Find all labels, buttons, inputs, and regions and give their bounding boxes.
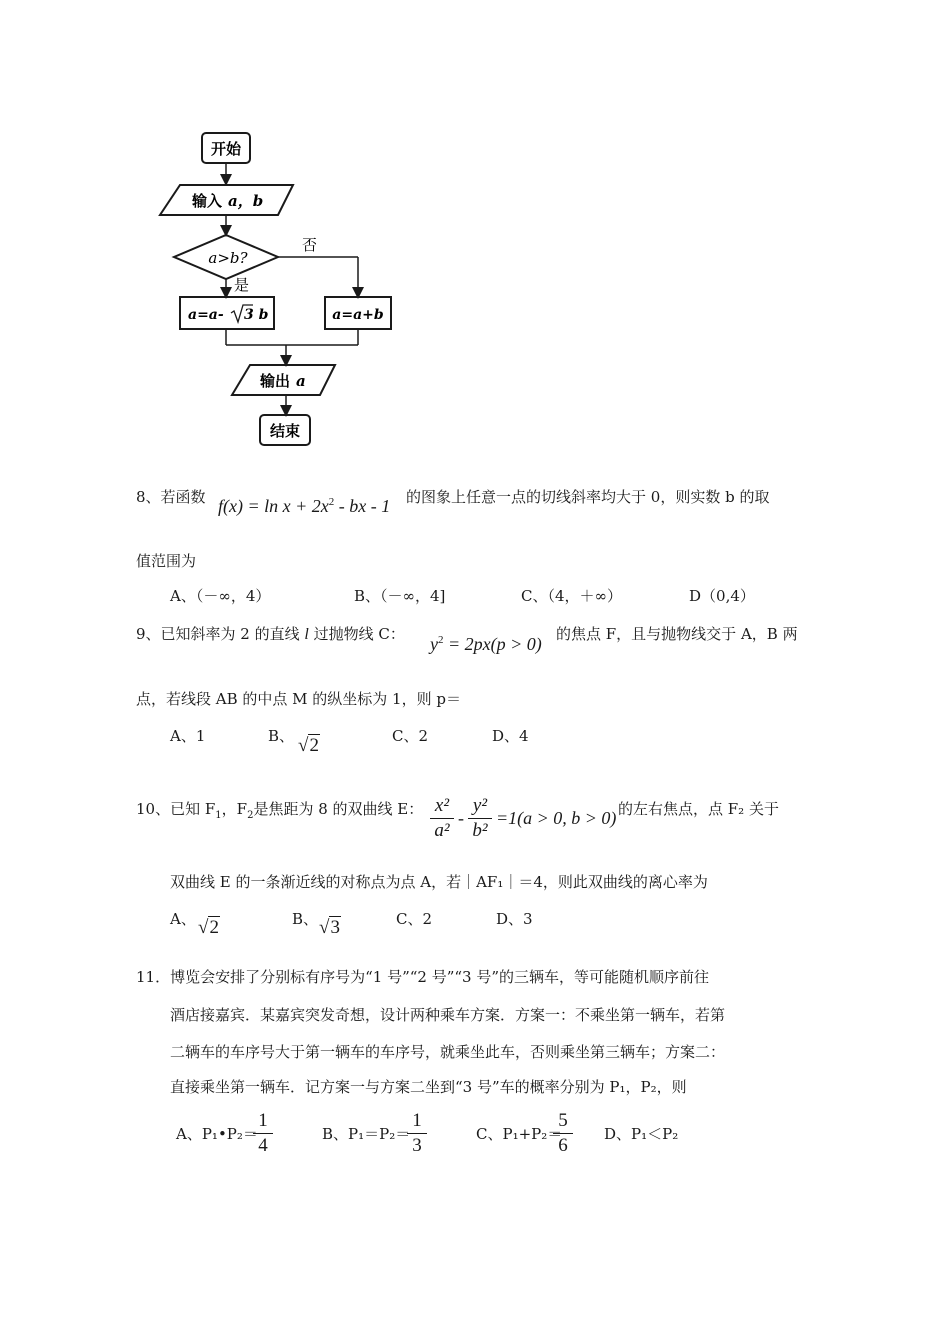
- end-text: 结束: [269, 422, 301, 440]
- output-text: 输出 a: [260, 372, 306, 390]
- q9-option-c: C、2: [392, 727, 429, 745]
- q11-option-a-fraction: 1 4: [253, 1110, 273, 1157]
- input-text: 输入 a，b: [192, 192, 264, 210]
- q11-option-b-label: B、P₁＝P₂＝: [322, 1125, 411, 1143]
- q9-text: 的焦点 F，且与抛物线交于 A，B 两: [556, 625, 798, 643]
- q8-text: 的图象上任意一点的切线斜率均大于 0，则实数 b 的取: [406, 488, 770, 506]
- q11-option-c-fraction: 5 6: [553, 1110, 573, 1157]
- q11-line1: 11．博览会安排了分别标有序号为“1 号”“2 号”“3 号”的三辆车，等可能随机顺序前往: [136, 968, 710, 986]
- q8-text-line2: 值范围为: [136, 552, 197, 570]
- q9-option-d: D、4: [492, 727, 529, 745]
- yes-label: 是: [234, 276, 250, 294]
- q10-text: 的左右焦点，点 F₂ 关于: [618, 800, 779, 818]
- q8-option-b: B、（－∞，4]: [354, 587, 446, 605]
- q11-option-d: D、P₁＜P₂: [604, 1125, 679, 1143]
- condition-text: a>b?: [208, 249, 248, 267]
- start-text: 开始: [210, 140, 242, 158]
- q8-option-d: D（0,4）: [689, 587, 755, 605]
- q8-function: $f(x) = \ln x + 2x^2$ - bx - 1: [218, 496, 391, 516]
- no-label: 否: [302, 236, 318, 254]
- q10-option-b-sqrt: √3: [319, 917, 340, 938]
- input-box: [160, 185, 293, 215]
- q10-equation-rhs: =1(a > 0, b > 0): [496, 808, 617, 828]
- q11-option-a-label: A、P₁•P₂＝: [176, 1125, 258, 1143]
- q10-minus: -: [458, 808, 464, 828]
- q10-text-line2: 双曲线 E 的一条渐近线的对称点为点 A，若｜AF₁｜＝4，则此双曲线的离心率为: [170, 873, 708, 891]
- q9-equation: $y^2 = 2px(p > 0)$: [430, 634, 542, 654]
- no-action-text: a=a+b: [332, 307, 384, 323]
- q11-option-c-label: C、P₁+P₂＝: [476, 1125, 563, 1143]
- q11-line4: 直接乘坐第一辆车．记方案一与方案二坐到“3 号”车的概率分别为 P₁，P₂，则: [170, 1078, 687, 1096]
- q8-number: 8、若函数: [136, 488, 206, 506]
- q9-text-line2: 点，若线段 AB 的中点 M 的纵坐标为 1，则 p＝: [136, 690, 461, 708]
- yes-action-text: a=a-: [188, 307, 224, 323]
- q10-fraction-x: x² a²: [430, 795, 454, 842]
- q9-option-b-label: B、: [268, 727, 295, 745]
- yes-action-sqrt-text: 3 b: [244, 307, 269, 323]
- q10-option-b-label: B、: [292, 910, 319, 928]
- q11-line3: 二辆车的车序号大于第一辆车的车序号，就乘坐此车，否则乘坐第三辆车；方案二：: [170, 1043, 726, 1061]
- q9-number: 9、已知斜率为 2 的直线 l 过抛物线 C：: [136, 625, 405, 643]
- q8-option-c: C、（4，＋∞）: [521, 587, 623, 605]
- q11-line2: 酒店接嘉宾．某嘉宾突发奇想，设计两种乘车方案．方案一：不乘坐第一辆车，若第: [170, 1006, 726, 1024]
- flowchart: [150, 125, 420, 455]
- q10-option-a-label: A、: [170, 910, 196, 928]
- q10-fraction-y: y² b²: [468, 795, 492, 842]
- q10-option-a-sqrt: √2: [198, 917, 219, 938]
- q8-option-a: A、（－∞，4）: [170, 587, 271, 605]
- q10-number: 10、已知 $F_1$，$F_2$是焦距为 8 的双曲线 E：: [136, 800, 424, 821]
- q9-option-a: A、1: [170, 727, 206, 745]
- q10-option-d: D、3: [496, 910, 533, 928]
- q9-option-b-sqrt: √2: [298, 735, 319, 756]
- q11-option-b-fraction: 1 3: [407, 1110, 427, 1157]
- q10-option-c: C、2: [396, 910, 433, 928]
